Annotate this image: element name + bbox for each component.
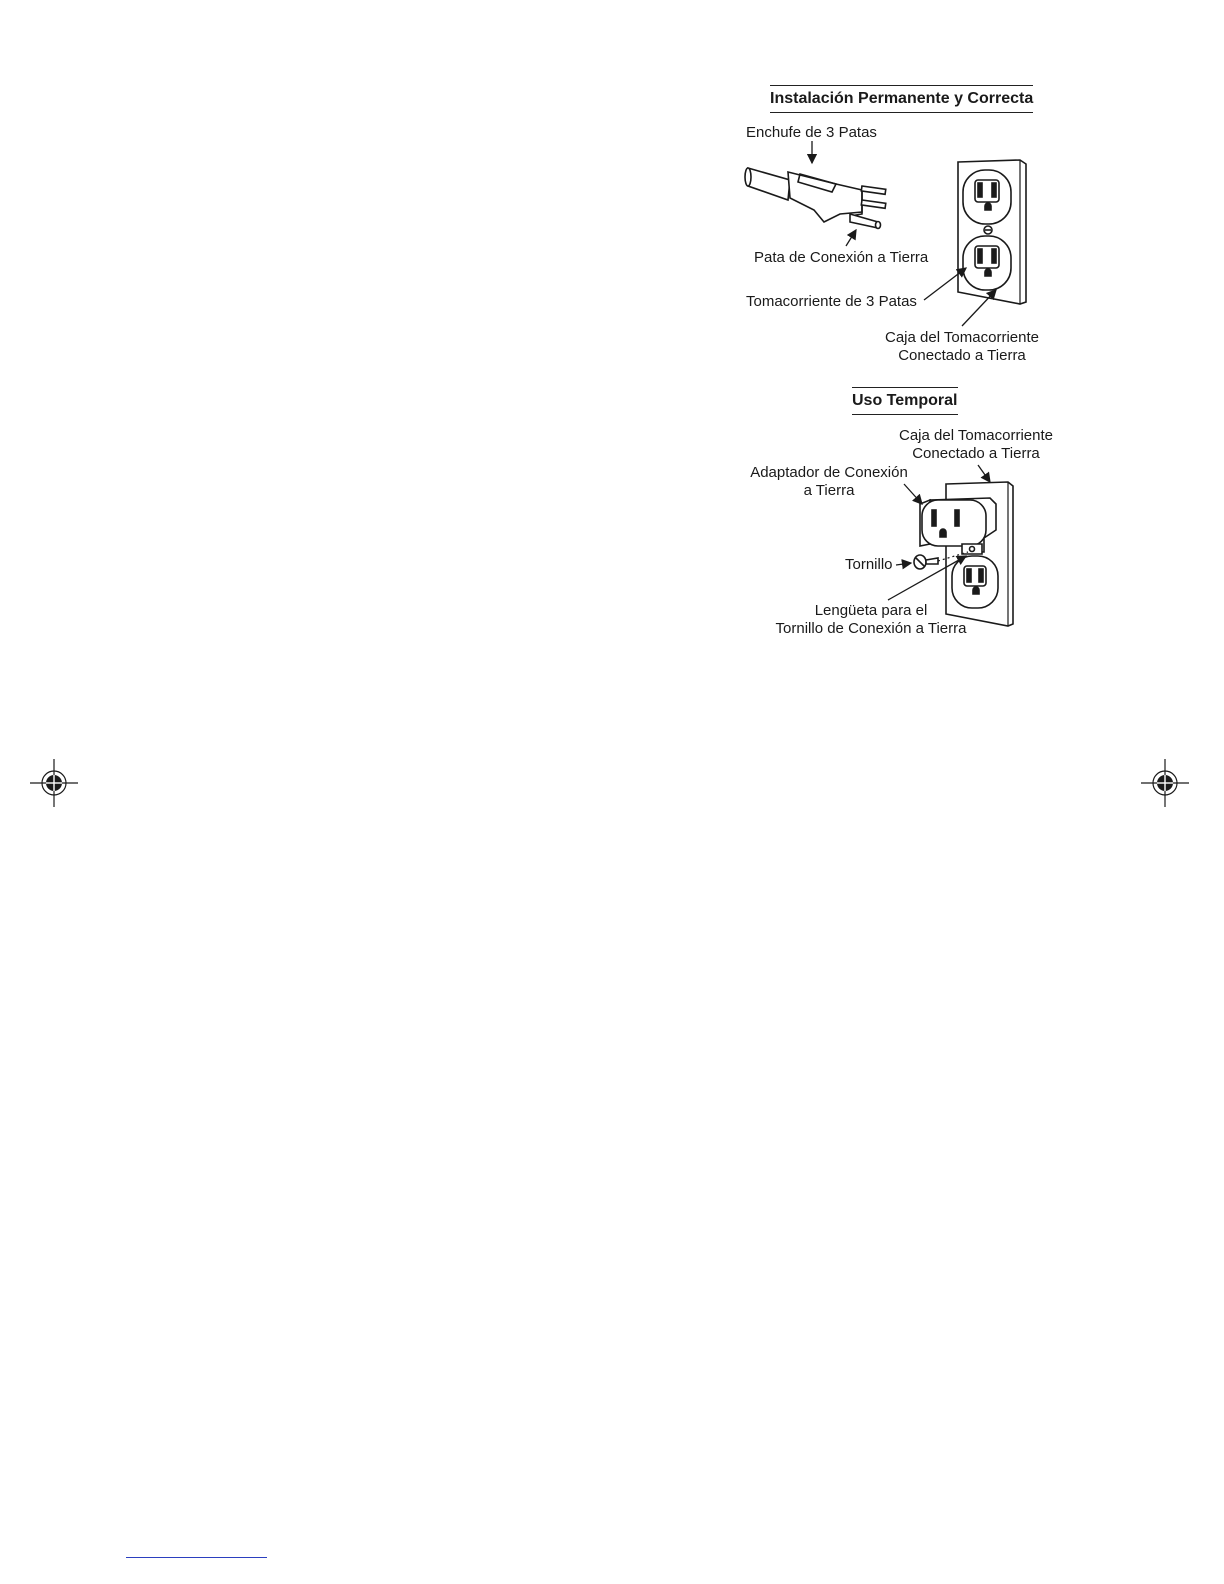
grounding-adapter-label-line2: a Tierra	[803, 482, 855, 499]
temp-box-label-arrow	[978, 465, 990, 482]
three-prong-plug-illustration	[745, 168, 886, 229]
adapter-label-arrow	[904, 484, 922, 504]
temp-grounded-box-label-line2: Conectado a Tierra	[912, 445, 1040, 462]
ground-prong-arrow	[846, 230, 856, 246]
three-prong-plug-label: Enchufe de 3 Patas	[746, 124, 877, 141]
screw-tab-label-line1: Lengüeta para el	[814, 602, 928, 619]
footer-rule	[126, 1557, 267, 1558]
grounded-box-label-line2: Conectado a Tierra	[898, 347, 1026, 364]
registration-mark-left	[30, 759, 78, 807]
permanent-installation-heading: Instalación Permanente y Correcta	[770, 85, 1033, 113]
registration-mark-right	[1141, 759, 1189, 807]
temporary-adapter-illustration	[914, 482, 1013, 626]
screw-label-arrow	[896, 563, 911, 565]
temp-grounded-box-label-line1: Caja del Tomacorriente	[899, 427, 1053, 444]
ground-prong-label: Pata de Conexión a Tierra	[754, 249, 929, 266]
grounding-adapter-label-line1: Adaptador de Conexión	[750, 464, 908, 481]
screw-label: Tornillo	[845, 556, 893, 573]
temporary-use-heading: Uso Temporal	[852, 387, 958, 415]
wall-outlet-illustration	[958, 160, 1026, 304]
grounded-box-label-line1: Caja del Tomacorriente	[885, 329, 1039, 346]
three-prong-outlet-label: Tomacorriente de 3 Patas	[746, 293, 917, 310]
screw-tab-label-line2: Tornillo de Conexión a Tierra	[775, 620, 967, 637]
